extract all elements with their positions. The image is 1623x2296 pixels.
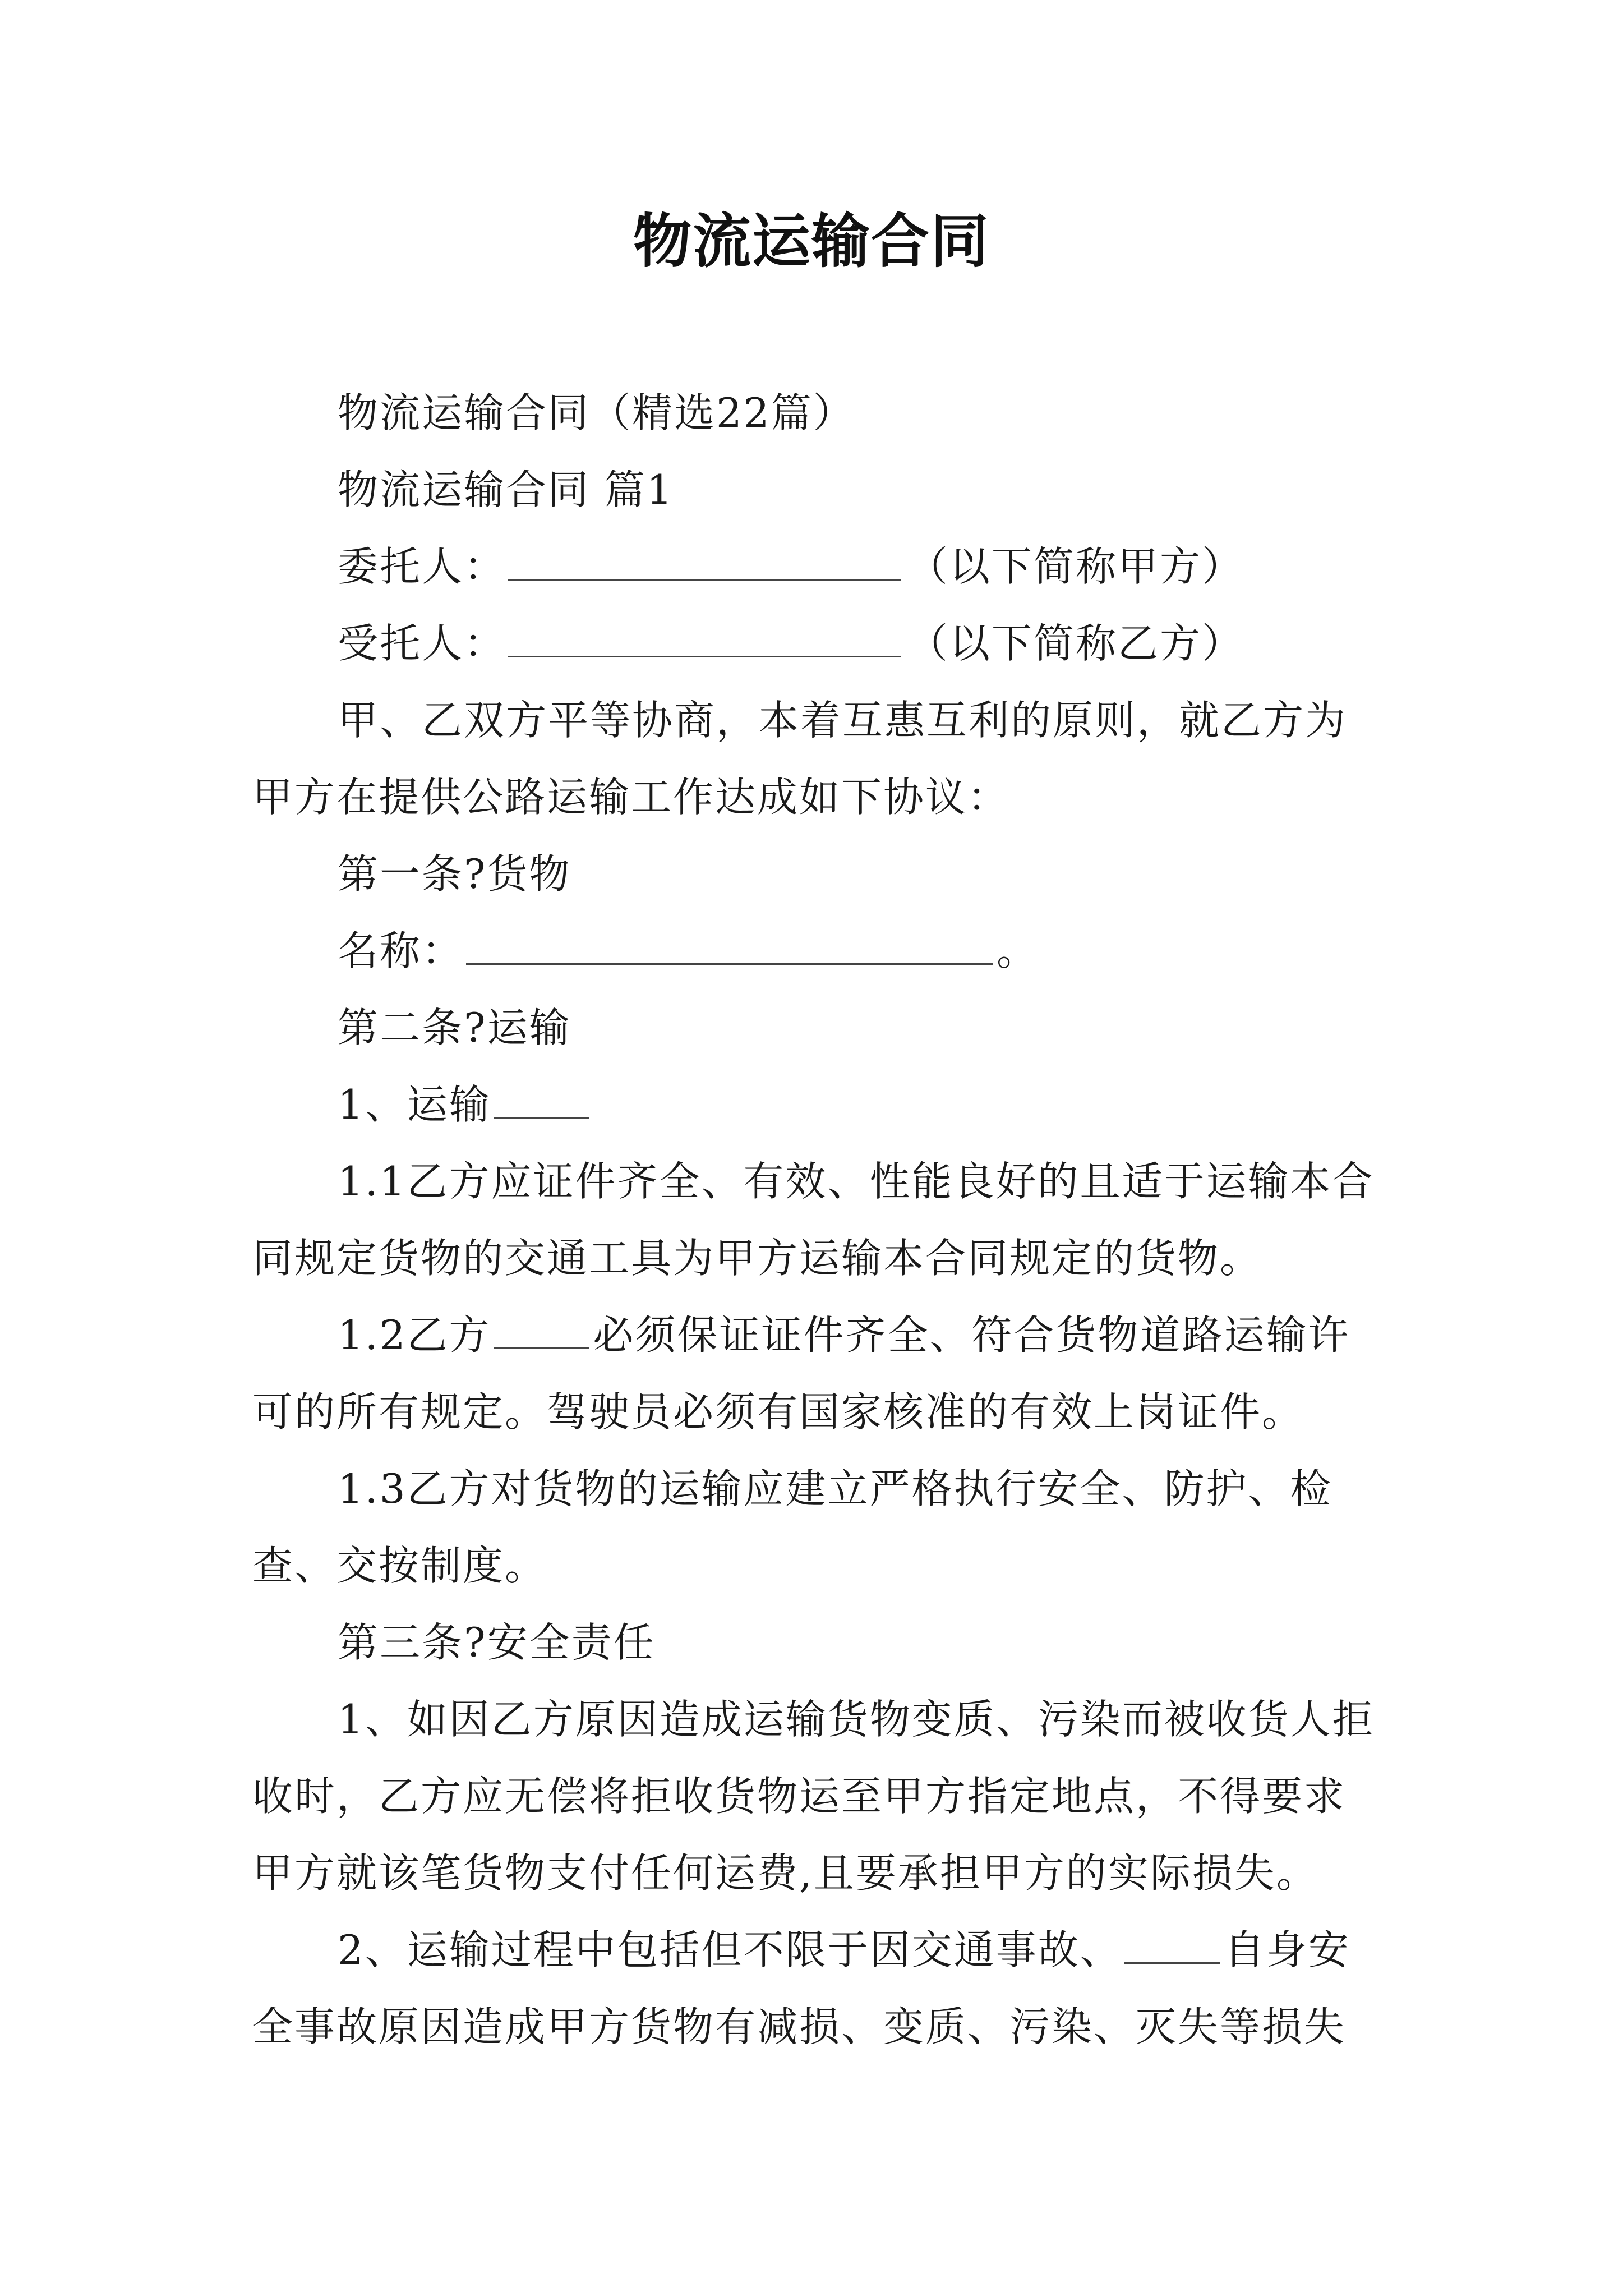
transport-blank-line (494, 1083, 589, 1119)
safety-clause-2-blank-line (1124, 1929, 1220, 1964)
clause-1-2-blank-line (494, 1314, 589, 1349)
article-three-heading: 第三条?安全责任 (338, 1619, 656, 1666)
transport-label: 1、运输 (338, 1081, 491, 1128)
paragraph-subtitle: 物流运输合同（精选22篇） (338, 389, 855, 436)
paragraph-goods-name (252, 913, 1380, 990)
clause-1-2-prefix: 1.2乙方 (338, 1312, 491, 1359)
clause-1-3: 1.3乙方对货物的运输应建立严格执行安全、防护、检查、交按制度。 (252, 1465, 1332, 1589)
trustee-suffix: （以下简称乙方） (907, 620, 1244, 667)
goods-name-blank-line (466, 930, 993, 965)
goods-name-suffix: 。 (997, 927, 1039, 974)
article-two-heading: 第二条?运输 (338, 1004, 571, 1051)
trustee-label: 受托人： (338, 620, 506, 667)
safety-clause-2-suffix: 自身安全事故原因造成甲方货物有减损、变质、污染、灭失等损失 (252, 1926, 1350, 2050)
paragraph-client (252, 528, 1380, 605)
trustee-blank-line (508, 622, 901, 657)
article-one-heading: 第一条?货物 (338, 850, 571, 898)
document-body (252, 375, 1380, 2065)
paragraph-preamble: 甲、乙双方平等协商，本着互惠互利的原则，就乙方为甲方在提供公路运输工作达成如下协议： (252, 697, 1348, 821)
safety-clause-1: 1、如因乙方原因造成运输货物变质、污染而被收货人拒收时，乙方应无偿将拒收货物运至甲方指定地点，不得要求甲方就该笔货物支付任何运费,且要承担甲方的实际损失。 (252, 1696, 1375, 1897)
paragraph-section-heading: 物流运输合同 篇1 (338, 466, 674, 513)
clause-1-2 (252, 1297, 1380, 1451)
client-label: 委托人： (338, 543, 506, 590)
paragraph-trustee (252, 605, 1380, 682)
safety-clause-2-prefix: 2、运输过程中包括但不限于因交通事故、 (338, 1926, 1122, 1973)
paragraph-transport (252, 1066, 1380, 1143)
client-blank-line (508, 545, 901, 581)
clause-1-1: 1.1乙方应证件齐全、有效、性能良好的且适于运输本合同规定货物的交通工具为甲方运输本合同规定的货物。 (252, 1158, 1375, 1282)
document-title: 物流运输合同 (633, 207, 990, 275)
client-suffix: （以下简称甲方） (907, 543, 1244, 590)
safety-clause-2 (252, 1912, 1380, 2065)
goods-name-label: 名称： (338, 927, 464, 974)
clause-1-2-suffix: 必须保证证件齐全、符合货物道路运输许可的所有规定。驾驶员必须有国家核准的有效上岗证件。 (252, 1312, 1350, 1435)
